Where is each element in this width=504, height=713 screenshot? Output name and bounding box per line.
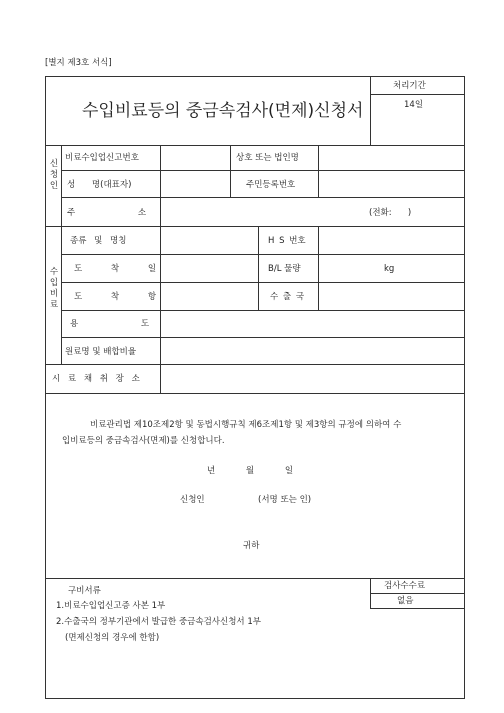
import-section-label: 수입비료 (49, 267, 59, 310)
fertilizer-import-no-field[interactable] (161, 146, 229, 169)
inspection-fee-value: 없음 (397, 596, 414, 606)
inspection-fee-label: 검사수수료 (384, 581, 426, 591)
company-name-field[interactable] (319, 146, 463, 169)
materials-field[interactable] (161, 338, 463, 363)
materials-label: 원료명 및 배합비율 (65, 347, 137, 357)
arrival-date-field[interactable] (161, 255, 257, 281)
name-label: 성 명(대표자) (67, 180, 132, 190)
arrival-port-label: 도 착 항 (74, 292, 157, 302)
document-item-2-note: (면제신청의 경우에 한함) (65, 633, 160, 643)
hs-no-label: H S 번호 (268, 236, 306, 246)
resident-no-label: 주민등록번호 (246, 180, 296, 190)
arrival-port-field[interactable] (161, 283, 257, 309)
phone-label: (전화: ) (369, 208, 412, 218)
addressee: 귀하 (243, 541, 260, 551)
statement-line-1: 비료관리법 제10조제2항 및 동법시행규칙 제6조제1항 및 제3항의 규정에 의하여 수 (90, 420, 402, 430)
document-item-2: 2.수출국의 정부기관에서 발급한 중금속검사신청서 1부 (56, 617, 261, 627)
company-name-label: 상호 또는 법인명 (236, 153, 299, 163)
applicant-section-label: 신청인 (49, 159, 59, 191)
arrival-date-label: 도 착 일 (74, 264, 157, 274)
form-title: 수입비료등의 중금속검사(면제)신청서 (82, 101, 364, 121)
fertilizer-import-no-label: 비료수입업신고번호 (65, 153, 139, 163)
usage-label: 용 도 (70, 319, 150, 329)
document-item-1: 1.비료수입업신고증 사본 1부 (56, 601, 166, 611)
sampling-place-label: 시 료 채 취 장 소 (52, 374, 140, 384)
sampling-place-field[interactable] (161, 365, 463, 392)
name-field[interactable] (161, 171, 229, 196)
address-label: 주 소 (67, 208, 147, 218)
export-country-label: 수 출 국 (270, 292, 305, 302)
applicant-signature-label: 신청인 (180, 495, 205, 505)
weight-unit: kg (384, 264, 395, 274)
statement-line-2: 입비료등의 중금속검사(면제)를 신청합니다. (62, 436, 225, 446)
address-field[interactable] (161, 198, 361, 225)
type-name-field[interactable] (161, 227, 257, 253)
application-date: 년 월 일 (207, 466, 294, 476)
type-name-label: 종류 및 명칭 (70, 236, 127, 246)
required-documents-label: 구비서류 (68, 586, 101, 596)
signature-note: (서명 또는 인) (258, 495, 312, 505)
processing-period-label: 처리기간 (393, 81, 426, 91)
usage-field[interactable] (161, 311, 463, 336)
bl-amount-label: B/L 물량 (268, 264, 301, 274)
resident-no-field[interactable] (319, 171, 463, 196)
form-number: [별지 제3호 서식] (45, 58, 112, 68)
processing-period-value: 14일 (404, 100, 424, 110)
hs-no-field[interactable] (319, 227, 463, 253)
export-country-field[interactable] (319, 283, 463, 309)
